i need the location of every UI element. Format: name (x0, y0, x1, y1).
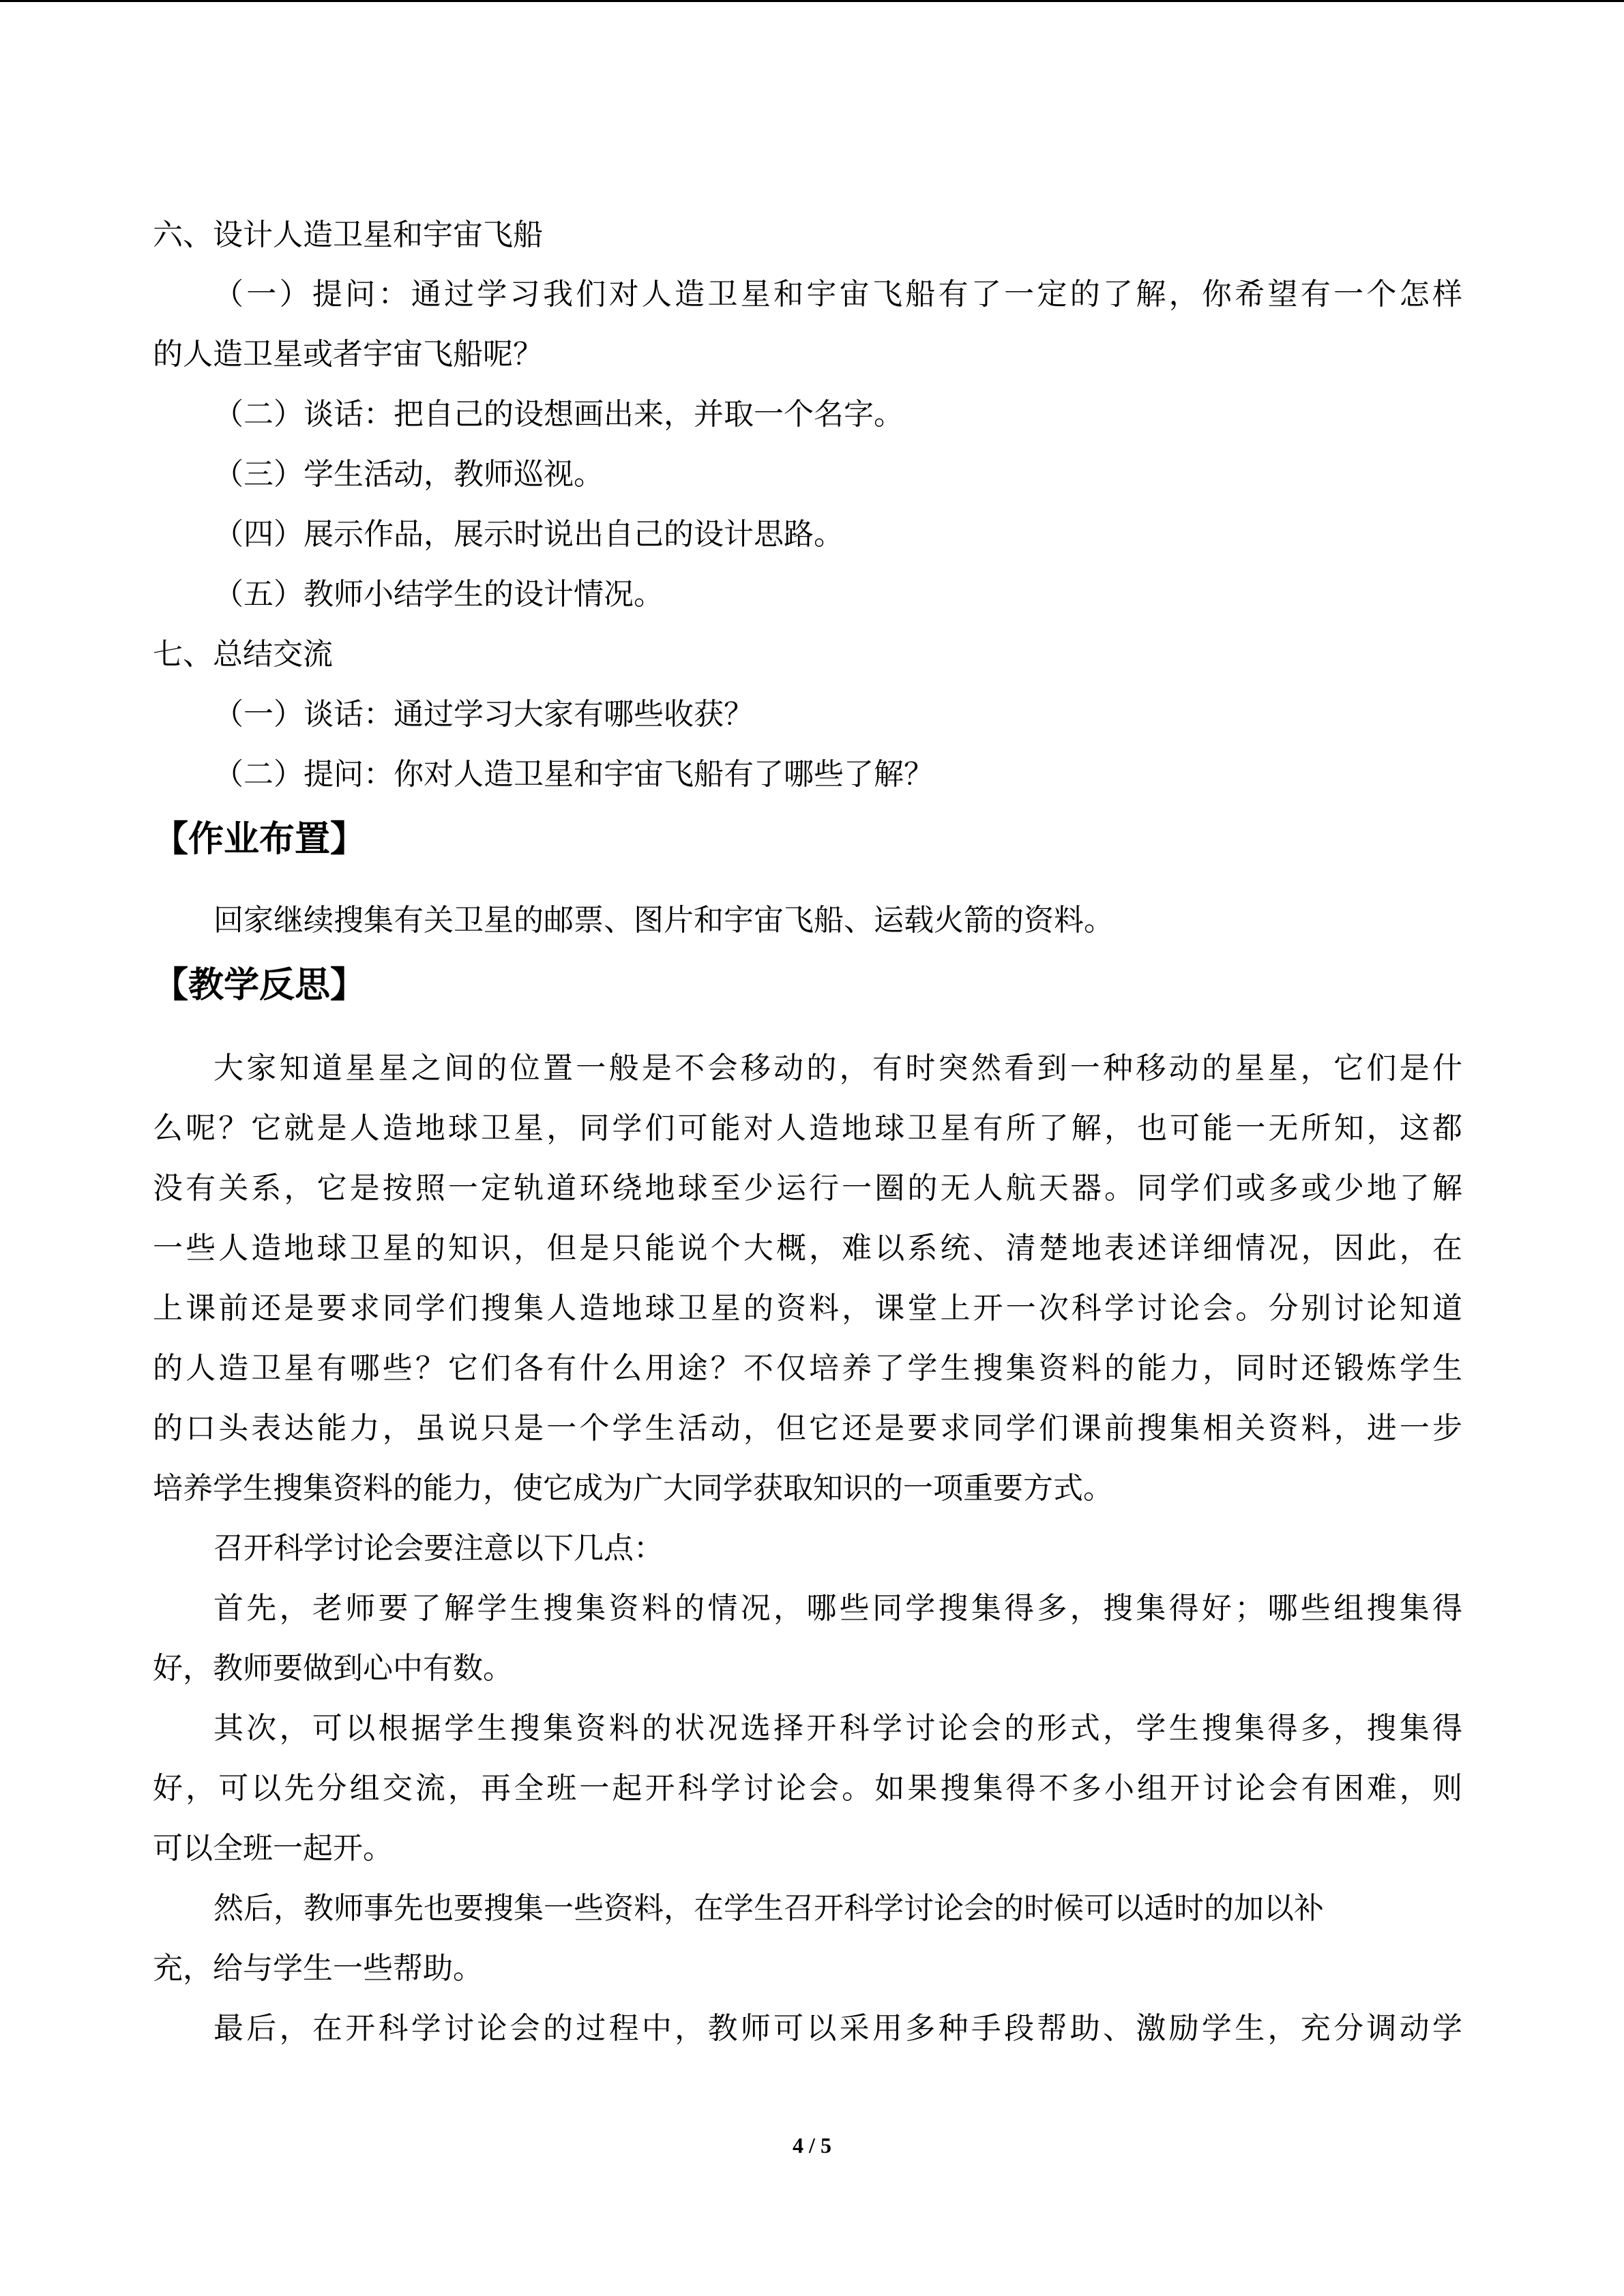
section7-item-1: （一）谈话：通过学习大家有哪些收获？ (213, 697, 754, 732)
section6-item-3: （三）学生活动，教师巡视。 (213, 457, 604, 492)
reflection-line: 其次，可以根据学生搜集资料的状况选择开科学讨论会的形式，学生搜集得多，搜集得 (213, 1711, 1462, 1746)
reflection-line: 最后，在开科学讨论会的过程中，教师可以采用多种手段帮助、激励学生，充分调动学 (213, 2011, 1462, 2046)
homework-heading: 【作业布置】 (153, 819, 366, 860)
reflection-line: 召开科学讨论会要注意以下几点： (213, 1531, 664, 1566)
reflection-line: 的口头表达能力，虽说只是一个学生活动，但它还是要求同学们课前搜集相关资料，进一步 (153, 1411, 1462, 1446)
reflection-line: 上课前还是要求同学们搜集人造地球卫星的资料，课堂上开一次科学讨论会。分别讨论知道 (153, 1291, 1462, 1326)
section6-item-5: （五）教师小结学生的设计情况。 (213, 577, 664, 612)
reflection-line: 一些人造地球卫星的知识，但是只能说个大概，难以系统、清楚地表述详细情况，因此，在 (153, 1231, 1462, 1266)
reflection-line: 好，教师要做到心中有数。 (153, 1651, 513, 1686)
reflection-line: 充，给与学生一些帮助。 (153, 1951, 483, 1986)
section7-item-2: （二）提问：你对人造卫星和宇宙飞船有了哪些了解？ (213, 757, 934, 792)
reflection-line: 首先，老师要了解学生搜集资料的情况，哪些同学搜集得多，搜集得好；哪些组搜集得 (213, 1591, 1462, 1626)
reflection-line: 然后，教师事先也要搜集一些资料，在学生召开科学讨论会的时候可以适时的加以补 (213, 1891, 1324, 1926)
reflection-line: 培养学生搜集资料的能力，使它成为广大同学获取知识的一项重要方式。 (153, 1471, 1113, 1506)
reflection-line: 大家知道星星之间的位置一般是不会移动的，有时突然看到一种移动的星星，它们是什 (213, 1051, 1462, 1086)
section6-item-1a: （一）提问：通过学习我们对人造卫星和宇宙飞船有了一定的了解，你希望有一个怎样 (213, 277, 1462, 312)
section6-title: 六、设计人造卫星和宇宙飞船 (153, 218, 543, 252)
reflection-line: 好，可以先分组交流，再全班一起开科学讨论会。如果搜集得不多小组开讨论会有困难，则 (153, 1771, 1462, 1806)
reflection-line: 可以全班一起开。 (153, 1831, 393, 1866)
reflection-line: 没有关系，它是按照一定轨道环绕地球至少运行一圈的无人航天器。同学们或多或少地了解 (153, 1171, 1462, 1206)
page-number: 4 / 5 (793, 2133, 831, 2158)
section6-item-4: （四）展示作品，展示时说出自己的设计思路。 (213, 517, 844, 552)
section7-title: 七、总结交流 (153, 637, 333, 672)
homework-text: 回家继续搜集有关卫星的邮票、图片和宇宙飞船、运载火箭的资料。 (213, 903, 1114, 938)
reflection-line: 么呢？它就是人造地球卫星，同学们可能对人造地球卫星有所了解，也可能一无所知，这都 (153, 1111, 1462, 1146)
reflection-heading: 【教学反思】 (153, 965, 366, 1006)
reflection-line: 的人造卫星有哪些？它们各有什么用途？不仅培养了学生搜集资料的能力，同时还锻炼学生 (153, 1351, 1462, 1386)
page-top-border (0, 0, 1624, 2)
section6-item-1b: 的人造卫星或者宇宙飞船呢？ (153, 337, 543, 372)
section6-item-2: （二）谈话：把自己的设想画出来，并取一个名字。 (213, 397, 904, 432)
